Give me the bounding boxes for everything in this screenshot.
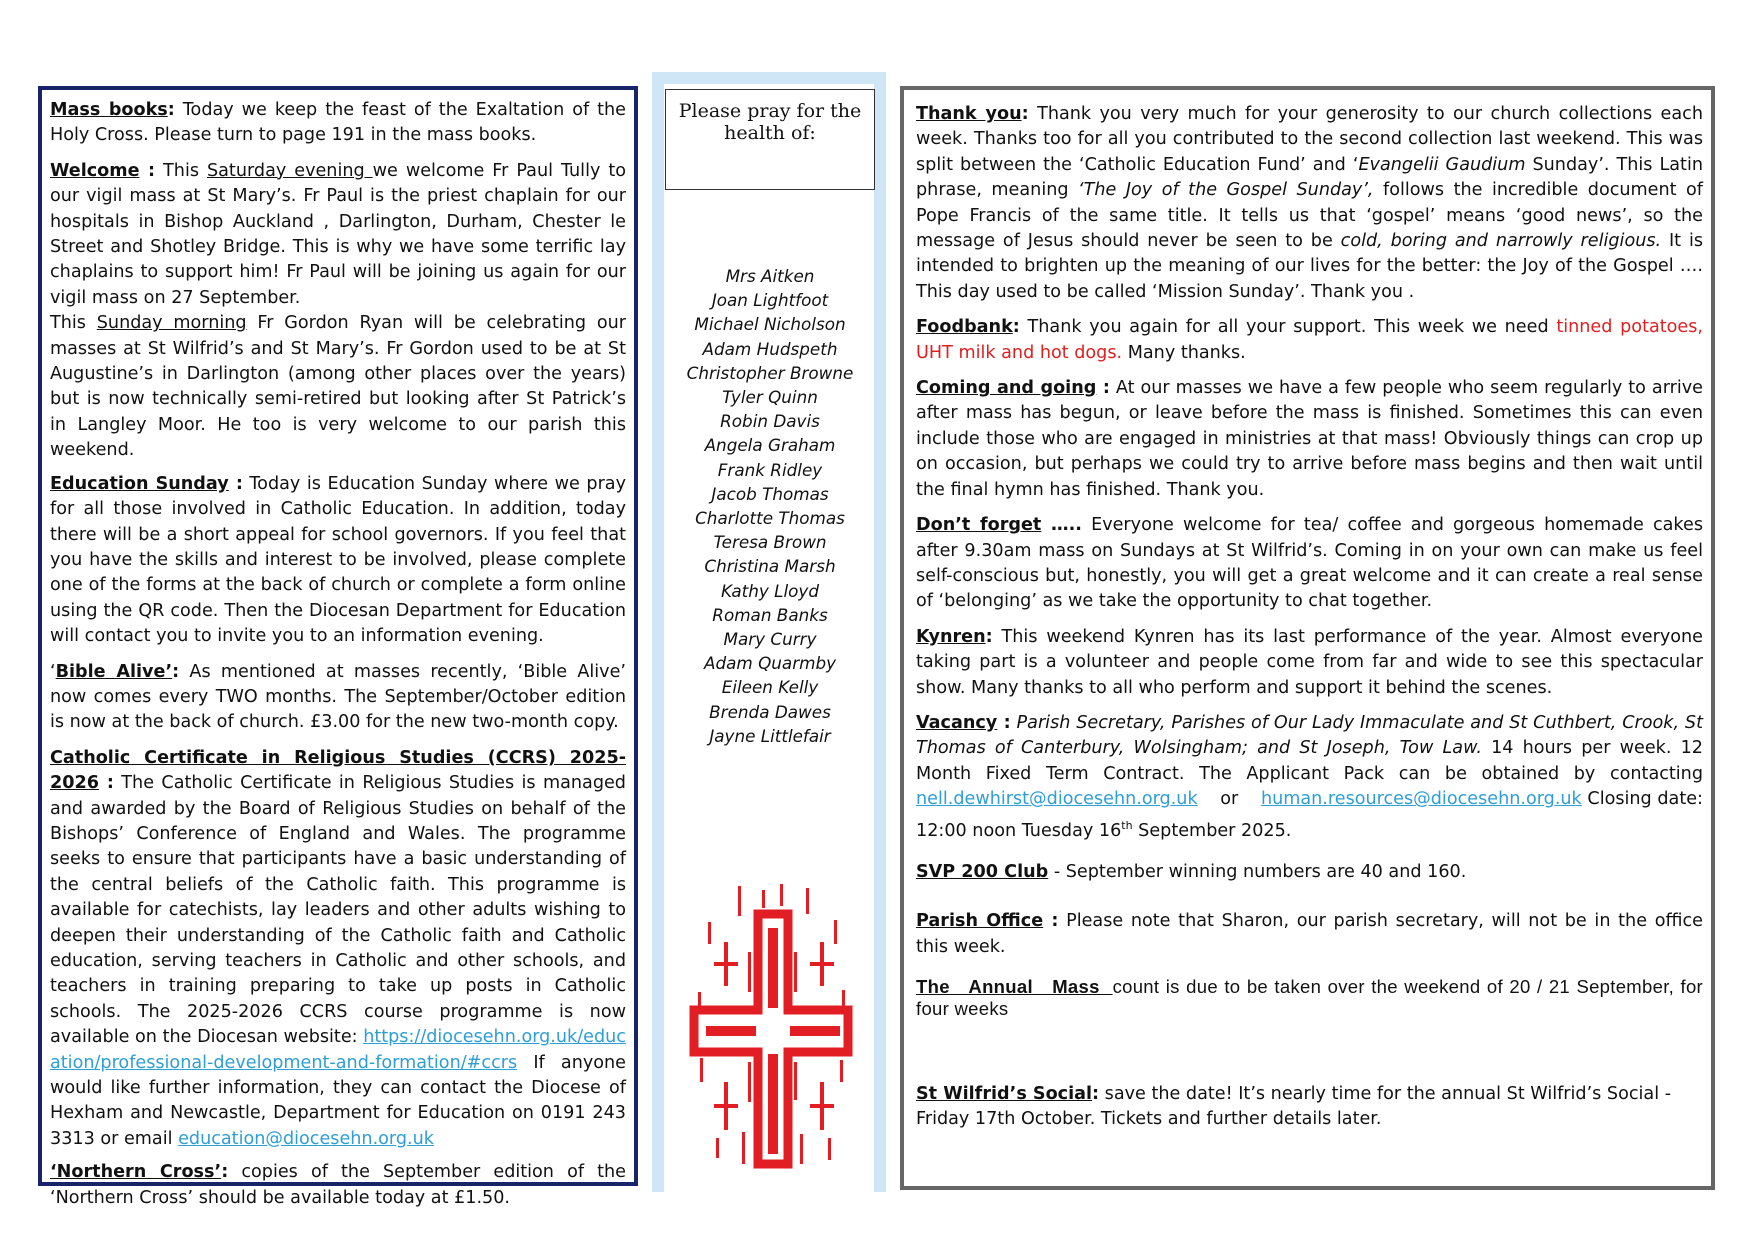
prayer-name: Christopher Browne bbox=[686, 362, 854, 383]
prayer-title-box bbox=[665, 89, 875, 190]
welcome-notice: Welcome : This Saturday evening we welcome Fr Paul Tully to our vigil mass at St Mary’s. Fr Paul is the priest chaplain for our hospitals in Bishop Auckland , Darlington, Durham, Chester le Street and Shotley Bridge. This is why we have some terrific lay chaplains to support him! Fr Paul will be joining us again for our vigil mass on 27 September. This Sunday morning Fr Gordon Ryan will be celebrating our masses at St Wilfrid’s and St Mary’s. Fr Gordon used to be at St Augustine’s in Darlington (among other places over the years) but is now technically semi-retired but looking after St Patrick’s in Langley Moor. He too is very welcome to our parish this weekend. bbox=[50, 160, 627, 461]
ccrs-heading: Catholic Certificate in Religious Studies (CCRS) 2025-2026 bbox=[50, 747, 626, 794]
northern-cross-heading: ‘Northern Cross’ bbox=[50, 1162, 222, 1183]
annual-mass-heading: The Annual Mass bbox=[916, 976, 1113, 998]
foodbank-heading: Foodbank bbox=[916, 317, 1013, 338]
kynren-notice: Kynren: This weekend Kynren has its last performance of the year. Almost everyone taking part is a volunteer and people come from far and wide to see this spectacular show. Many thanks to all who perform and support it behind the scenes. bbox=[916, 626, 1703, 698]
coming-going-heading: Coming and going bbox=[916, 378, 1097, 399]
foodbank-needed-items: tinned potatoes, UHT milk and hot dogs. bbox=[916, 317, 1703, 363]
prayer-name: Teresa Brown bbox=[713, 532, 827, 553]
annual-mass-notice: The Annual Mass count is due to be taken over the weekend of 20 / 21 September, for four weeks bbox=[916, 976, 1703, 1020]
prayer-name: Brenda Dawes bbox=[709, 701, 831, 722]
svp-notice: SVP 200 Club - September winning numbers are 40 and 160. bbox=[916, 861, 1467, 882]
kynren-heading: Kynren bbox=[916, 626, 986, 647]
prayer-name: Adam Quarmby bbox=[703, 653, 837, 674]
education-sunday-notice: Education Sunday : Today is Education Sunday where we pray for all those involved in Catholic Education. In addition, today there will be a short appeal for school governors. If you feel that you have the skills and interest to be involved, please complete one of the forms at the back of church or complete a form online using the QR code. Then the Diocesan Department for Education will contact you to invite you to an information evening. bbox=[50, 473, 627, 647]
prayer-title: Please pray for the health of: bbox=[678, 100, 862, 144]
mass-books-notice: Mass books: Today we keep the feast of the Exaltation of the Holy Cross. Please turn to page 191 in the mass books. bbox=[50, 100, 626, 146]
right-notices-panel bbox=[900, 86, 1715, 1190]
northern-cross-notice: ‘Northern Cross’: copies of the September edition of the ‘Northern Cross’ should be available today at £1.50. bbox=[50, 1162, 627, 1208]
prayer-name: Robin Davis bbox=[720, 411, 820, 432]
vacancy-notice: Vacancy : Parish Secretary, Parishes of Our Lady Immaculate and St Cuthbert, Crook, St Thomas of Canterbury, Wolsingham; and St Joseph, Tow Law. 14 hours per week. 12 Month Fixed Term Contract. The Applicant Pack can be obtained by contacting nell.dewhirst@diocesehn.org.uk or human.resources@diocesehn.org.uk Closing date: 12:00 noon Tuesday 16th September 2025. bbox=[916, 712, 1704, 841]
social-notice: St Wilfrid’s Social: save the date! It’s nearly time for the annual St Wilfrid’s Social - Friday 17th October. Tickets and further details later. bbox=[916, 1084, 1672, 1130]
education-email-link[interactable]: education@diocesehn.org.uk bbox=[178, 1128, 434, 1149]
foodbank-notice: Foodbank: Thank you again for all your support. This week we need tinned potatoes, UHT milk and hot dogs. Many thanks. bbox=[916, 317, 1703, 363]
bible-alive-heading: Bible Alive’ bbox=[55, 661, 173, 682]
svp-heading: SVP 200 Club bbox=[916, 861, 1049, 882]
mass-books-heading: Mass books bbox=[50, 100, 168, 120]
prayer-name: Christina Marsh bbox=[704, 556, 836, 577]
parish-office-heading: Parish Office bbox=[916, 911, 1044, 932]
thank-you-notice: Thank you: Thank you very much for your generosity to our church collections each week. Thanks too for all you contributed to the second collection last weekend. This was split between the ‘Catholic Education Fund’ and ‘Evangelii Gaudium Sunday’. This Latin phrase, meaning ‘The Joy of the Gospel Sunday’, follows the incredible document of Pope Francis of the same title. It tells us that ‘gospel’ means ‘good news’, so the message of Jesus should never be seen to be cold, boring and narrowly religious. It is intended to brighten up the meaning of our lives for the better: the Joy of the Gospel …. This day used to be called ‘Mission Sunday’. Thank you . bbox=[916, 104, 1704, 302]
thank-you-heading: Thank you bbox=[916, 104, 1022, 124]
prayer-name: Frank Ridley bbox=[717, 459, 823, 480]
prayer-names-list bbox=[652, 264, 888, 748]
prayer-name: Jacob Thomas bbox=[711, 483, 829, 504]
prayer-list-panel bbox=[652, 72, 886, 1192]
prayer-name: Michael Nicholson bbox=[694, 314, 846, 335]
prayer-name: Mary Curry bbox=[723, 629, 817, 650]
prayer-name: Kathy Lloyd bbox=[720, 580, 820, 601]
prayer-name: Adam Hudspeth bbox=[702, 338, 838, 359]
prayer-name: Tyler Quinn bbox=[722, 387, 818, 408]
prayer-name: Mrs Aitken bbox=[725, 266, 815, 286]
jerusalem-cross-icon bbox=[688, 882, 858, 1172]
prayer-name: Charlotte Thomas bbox=[695, 508, 845, 529]
hr-email-link[interactable]: human.resources@diocesehn.org.uk bbox=[1260, 789, 1582, 810]
nell-email-link[interactable]: nell.dewhirst@diocesehn.org.uk bbox=[916, 789, 1198, 810]
bible-alive-notice: ‘Bible Alive’: As mentioned at masses recently, ‘Bible Alive’ now comes every TWO months. The September/October edition is now at the back of church. £3.00 for the new two-month copy. bbox=[50, 661, 627, 733]
coming-going-notice: Coming and going : At our masses we have a few people who seem regularly to arrive after mass has begun, or leave before the mass is finished. Sometimes this can even include those who are engaged in ministries at that mass! Obviously things can crop up on occasion, but perhaps we could try to arrive before mass begins and then wait until the final hymn has finished. Thank you. bbox=[916, 378, 1703, 500]
prayer-name: Roman Banks bbox=[712, 604, 828, 625]
parish-office-notice: Parish Office : Please note that Sharon, our parish secretary, will not be in the office this week. bbox=[916, 911, 1703, 957]
education-sunday-heading: Education Sunday bbox=[50, 473, 229, 494]
social-heading: St Wilfrid’s Social bbox=[916, 1084, 1093, 1105]
ccrs-website-link[interactable]: https://diocesehn.org.uk/education/professional-development-and-formation/#ccrs bbox=[50, 1027, 626, 1073]
vacancy-heading: Vacancy bbox=[916, 712, 998, 733]
dont-forget-heading: Don’t forget bbox=[916, 515, 1042, 536]
prayer-name: Joan Lightfoot bbox=[711, 290, 829, 311]
prayer-name: Angela Graham bbox=[704, 435, 836, 456]
left-notices-panel bbox=[38, 86, 638, 1208]
prayer-name: Eileen Kelly bbox=[721, 677, 819, 698]
ccrs-notice: Catholic Certificate in Religious Studies (CCRS) 2025-2026 : The Catholic Certificate in Religious Studies is managed and awarded by the Board of Religious Studies on behalf of the Bishops’ Conference of England and Wales. The programme seeks to ensure that participants have a basic understanding of the central beliefs of the Catholic faith. This programme is available for catechists, lay leaders and other adults wishing to deepen their understanding of the Catholic faith and Catholic education, serving teachers in Catholic and other schools, and teachers in training preparing to take up posts in Catholic schools. The 2025-2026 CCRS course programme is now available on the Diocesan website: https://diocesehn.org.uk/education/professional-development-and-formation/#ccrs If anyone would like further information, they can contact the Diocese of Hexham and Newcastle, Department for Education on 0191 243 3313 or email education@diocesehn.org.uk bbox=[50, 747, 626, 1149]
prayer-name: Jayne Littlefair bbox=[709, 725, 831, 746]
welcome-heading: Welcome bbox=[50, 160, 140, 181]
dont-forget-notice: Don’t forget ….. Everyone welcome for tea/ coffee and gorgeous homemade cakes after 9.30am mass on Sundays at St Wilfrid’s. Coming in on your own can make us feel self-conscious but, honestly, you will get a great welcome and it can create a real sense of ‘belonging’ as we take the opportunity to chat together. bbox=[916, 515, 1703, 612]
